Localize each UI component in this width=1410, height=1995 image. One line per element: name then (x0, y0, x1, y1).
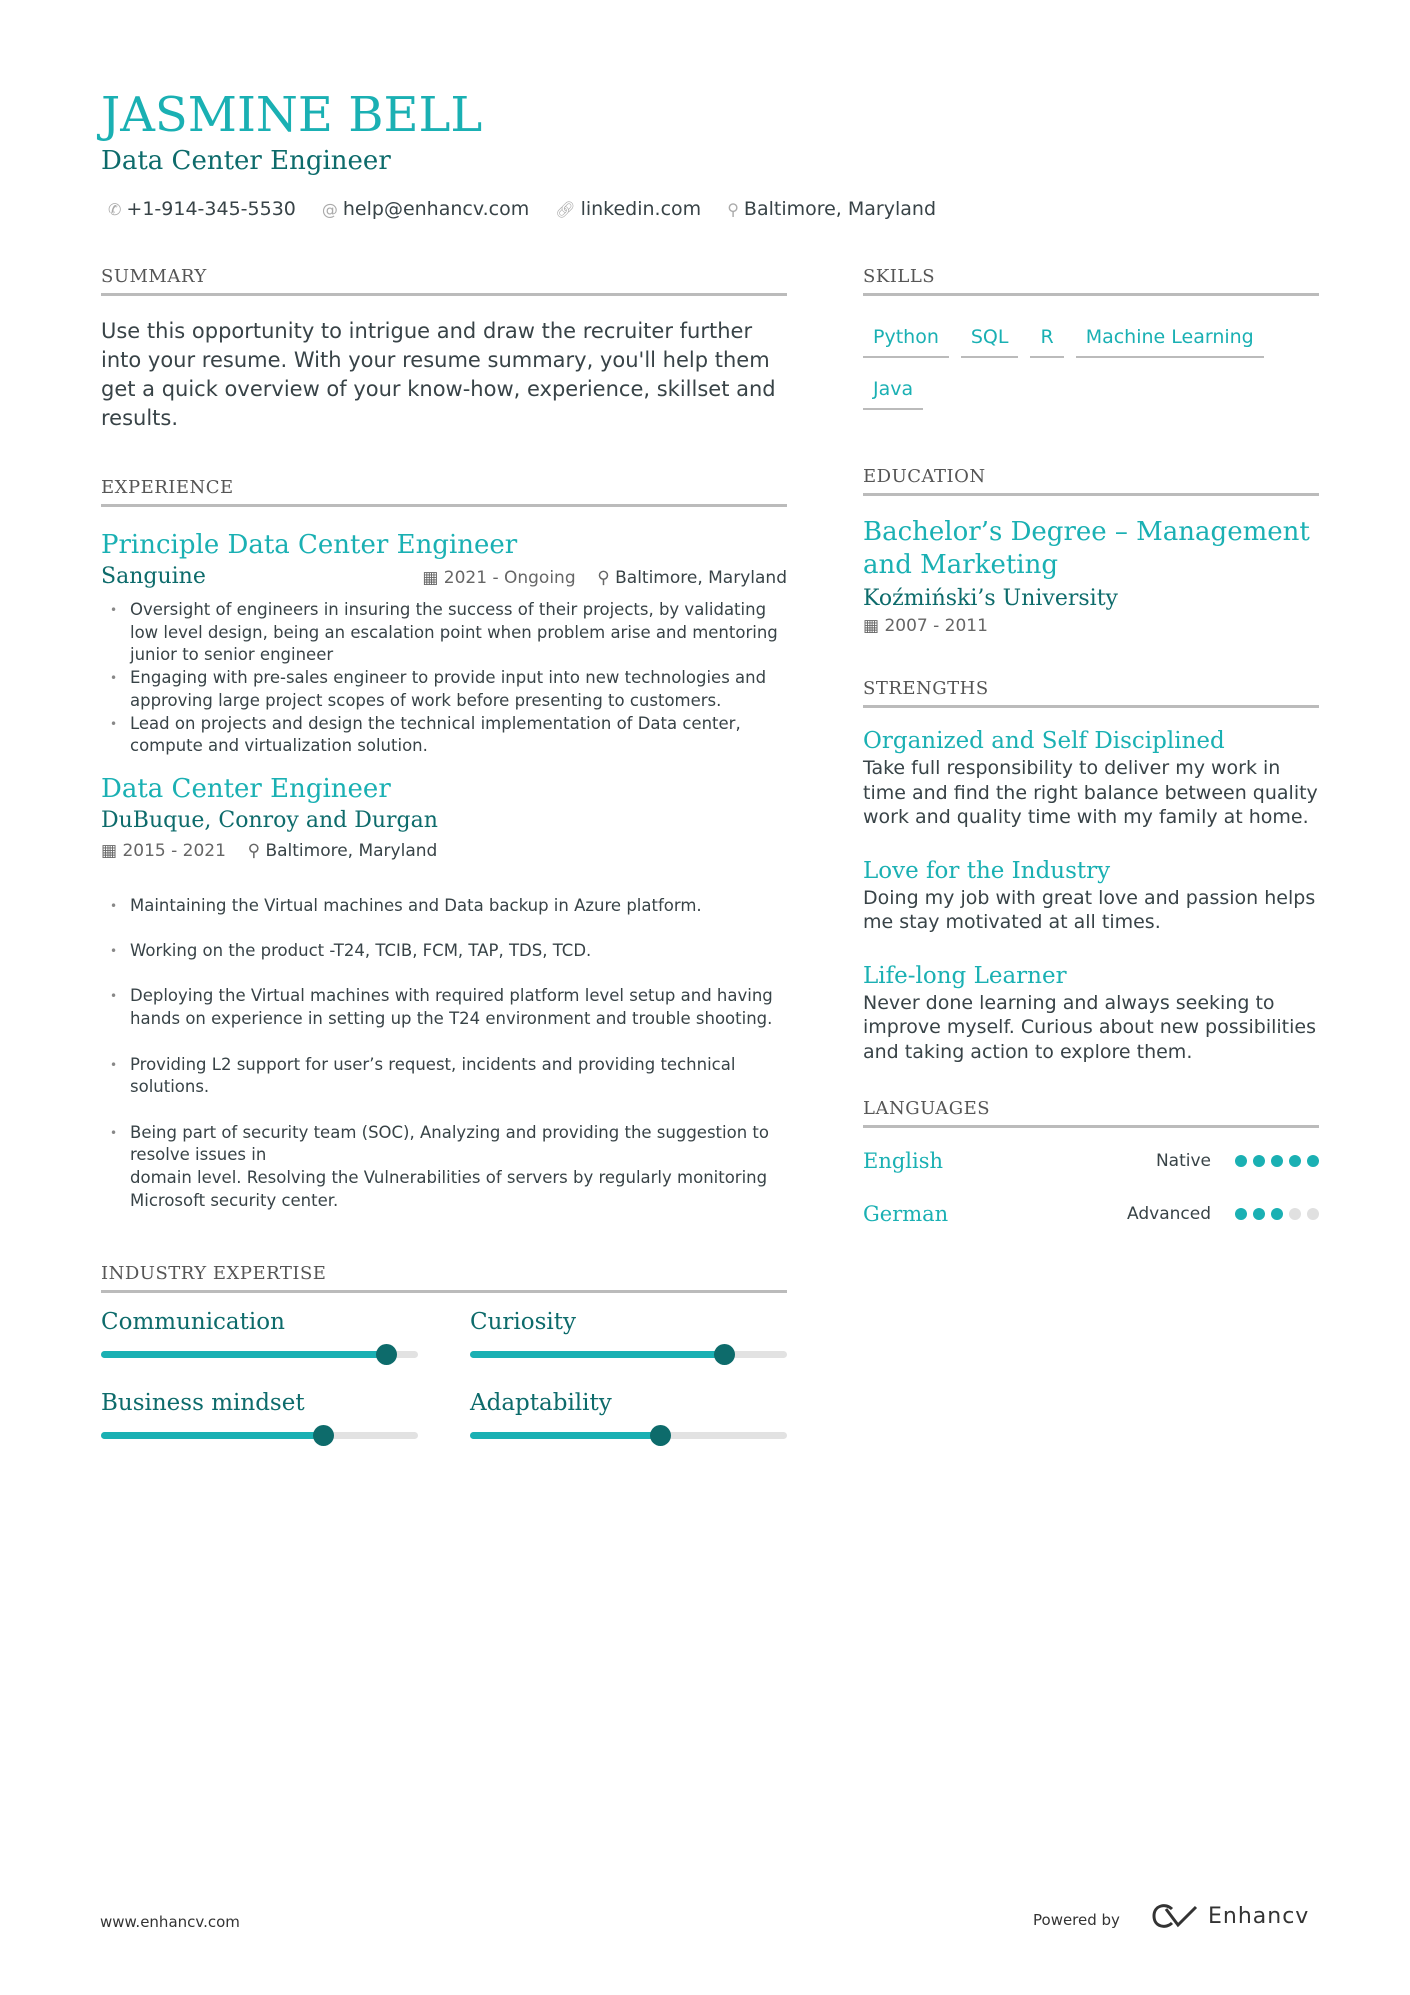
expertise-knob (313, 1425, 334, 1446)
language-dot (1289, 1208, 1301, 1220)
candidate-title: Data Center Engineer (101, 146, 391, 176)
language-dot (1253, 1155, 1265, 1167)
language-level: Advanced (1127, 1204, 1211, 1224)
enhancv-logo[interactable] (1152, 1903, 1309, 1929)
contact-email[interactable] (322, 198, 529, 220)
location-icon: ⚲ (247, 840, 266, 861)
location-text: Baltimore, Maryland (743, 198, 937, 220)
skills-list (863, 320, 1319, 410)
calendar-icon: ▦ (422, 568, 444, 588)
language-name: English (863, 1149, 944, 1173)
language-dot (1307, 1208, 1319, 1220)
expertise-fill (470, 1351, 724, 1358)
job-bullet: • Working on the product -T24, TCIB, FCM, TAP, TDS, TCD. (101, 940, 787, 963)
phone-text: +1-914-345-5530 (126, 198, 296, 220)
expertise-knob (650, 1425, 671, 1446)
contact-location (727, 198, 936, 220)
skill-tag: Python (863, 320, 949, 358)
linkedin-text[interactable]: linkedin.com (580, 198, 702, 220)
language-dots (1229, 1205, 1319, 1224)
strength-title: Life-long Learner (863, 962, 1067, 989)
strength-item (863, 961, 1319, 1065)
language-level: Native (1155, 1151, 1211, 1171)
expertise-label: Adaptability (470, 1390, 612, 1417)
contact-row (108, 198, 936, 220)
skill-tag: SQL (961, 320, 1019, 358)
job-title: Principle Data Center Engineer (101, 530, 518, 560)
location-icon: ⚲ (727, 200, 739, 219)
link-icon: 🔗︎ (555, 200, 576, 219)
strength-item (863, 856, 1319, 935)
expertise-label: Curiosity (470, 1309, 577, 1336)
job-bullet: • Being part of security team (SOC), Analyzing and providing the suggestion to resolve issues in domain level. Resolving the Vulnerabilities of servers by regularly monitoring Microsoft security center. (101, 1122, 787, 1213)
language-dots (1229, 1152, 1319, 1171)
language-dot (1235, 1155, 1247, 1167)
school: Koźmiński’s University (863, 586, 1118, 611)
expertise-fill (470, 1432, 660, 1439)
education-dates: 2007 - 2011 (884, 616, 988, 636)
strength-item (863, 726, 1319, 830)
summary-text: Use this opportunity to intrigue and draw the recruiter further into your resume. With your resume summary, you'll help them get a quick overview of your know-how, experience, skillset and results. (101, 319, 776, 430)
skills-heading: SKILLS (863, 266, 1319, 296)
strengths-heading: STRENGTHS (863, 678, 1319, 708)
contact-link[interactable] (555, 198, 701, 220)
skill-tag: Java (863, 372, 923, 410)
skill-tag: Machine Learning (1076, 320, 1264, 358)
company: Sanguine (101, 564, 206, 589)
expertise-bar (470, 1351, 787, 1358)
skill-tag: R (1030, 320, 1063, 358)
strength-title: Organized and Self Disciplined (863, 728, 1225, 754)
company: DuBuque, Conroy and Durgan (101, 807, 438, 833)
strength-title: Love for the Industry (863, 857, 1111, 884)
language-item (863, 1146, 1319, 1176)
calendar-icon: ▦ (863, 616, 885, 636)
language-dot (1253, 1208, 1265, 1220)
summary-heading: SUMMARY (101, 266, 787, 296)
strength-text: Doing my job with great love and passion helps me stay motivated at all times. (863, 886, 1316, 933)
contact-phone (108, 198, 296, 220)
expertise-bar (101, 1351, 418, 1358)
expertise-knob (376, 1344, 397, 1365)
location-icon: ⚲ (597, 568, 616, 588)
education-heading: EDUCATION (863, 466, 1319, 496)
job-bullet: • Engaging with pre-sales engineer to provide input into new technologies and approving large project scopes of work before presenting to customers. (101, 667, 787, 712)
job-bullet: • Maintaining the Virtual machines and Data backup in Azure platform. (101, 895, 787, 918)
strength-text: Take full responsibility to deliver my work in time and find the right balance between quality work and quality time with my family at home. (863, 757, 1318, 828)
footer-url[interactable]: www.enhancv.com (100, 1913, 240, 1931)
job-dates: 2015 - 2021 (122, 840, 226, 861)
job-location: Baltimore, Maryland (265, 840, 438, 861)
language-dot (1271, 1155, 1283, 1167)
expertise-item (470, 1307, 787, 1358)
language-name: German (863, 1202, 949, 1226)
job-dates: 2021 - Ongoing (443, 568, 576, 588)
email-text[interactable]: help@enhancv.com (342, 198, 530, 220)
language-dot (1289, 1155, 1301, 1167)
left-column (101, 266, 787, 1439)
job-bullet: • Lead on projects and design the technical implementation of Data center, compute and virtualization solution. (101, 713, 787, 758)
expertise-heading: INDUSTRY EXPERTISE (101, 1263, 787, 1293)
expertise-item (101, 1388, 418, 1439)
job-bullet: • Providing L2 support for user’s request, incidents and providing technical solutions. (101, 1054, 787, 1099)
expertise-label: Communication (101, 1309, 285, 1336)
job-title: Data Center Engineer (101, 773, 391, 804)
job-2 (101, 772, 787, 1235)
expertise-label: Business mindset (101, 1390, 305, 1417)
job-1 (101, 528, 787, 758)
at-icon: @ (321, 200, 338, 219)
calendar-icon: ▦ (101, 840, 123, 861)
expertise-item (470, 1388, 787, 1439)
expertise-bar (101, 1432, 418, 1439)
language-dot (1271, 1208, 1283, 1220)
strength-text: Never done learning and always seeking to improve myself. Curious about new possibilities and taking action to explore them. (863, 991, 1316, 1063)
job-location: Baltimore, Maryland (615, 568, 787, 588)
job-bullet: • Deploying the Virtual machines with required platform level setup and having hands on experience in setting up the T24 environment and trouble shooting. (101, 985, 787, 1030)
expertise-bar (470, 1432, 787, 1439)
expertise-fill (101, 1432, 323, 1439)
experience-heading: EXPERIENCE (101, 477, 787, 507)
enhancv-logo-icon (1152, 1903, 1200, 1929)
expertise-grid (101, 1307, 787, 1439)
language-dot (1235, 1208, 1247, 1220)
language-dot (1307, 1155, 1319, 1167)
candidate-name: JASMINE BELL (101, 87, 483, 143)
right-column (863, 266, 1319, 1229)
expertise-item (101, 1307, 418, 1358)
phone-icon: ✆ (108, 200, 122, 219)
job-bullet: • Oversight of engineers in insuring the success of their projects, by validating low level design, being an escalation point when problem arise and mentoring junior to senior engineer (101, 599, 787, 667)
degree: Bachelor’s Degree – Management and Marketing (863, 517, 1310, 580)
enhancv-brand: Enhancv (1208, 1903, 1310, 1929)
language-item (863, 1199, 1319, 1229)
expertise-knob (714, 1344, 735, 1365)
powered-by: Powered by (1033, 1911, 1120, 1929)
education-entry (863, 516, 1319, 636)
expertise-fill (101, 1351, 386, 1358)
languages-heading: LANGUAGES (863, 1098, 1319, 1128)
